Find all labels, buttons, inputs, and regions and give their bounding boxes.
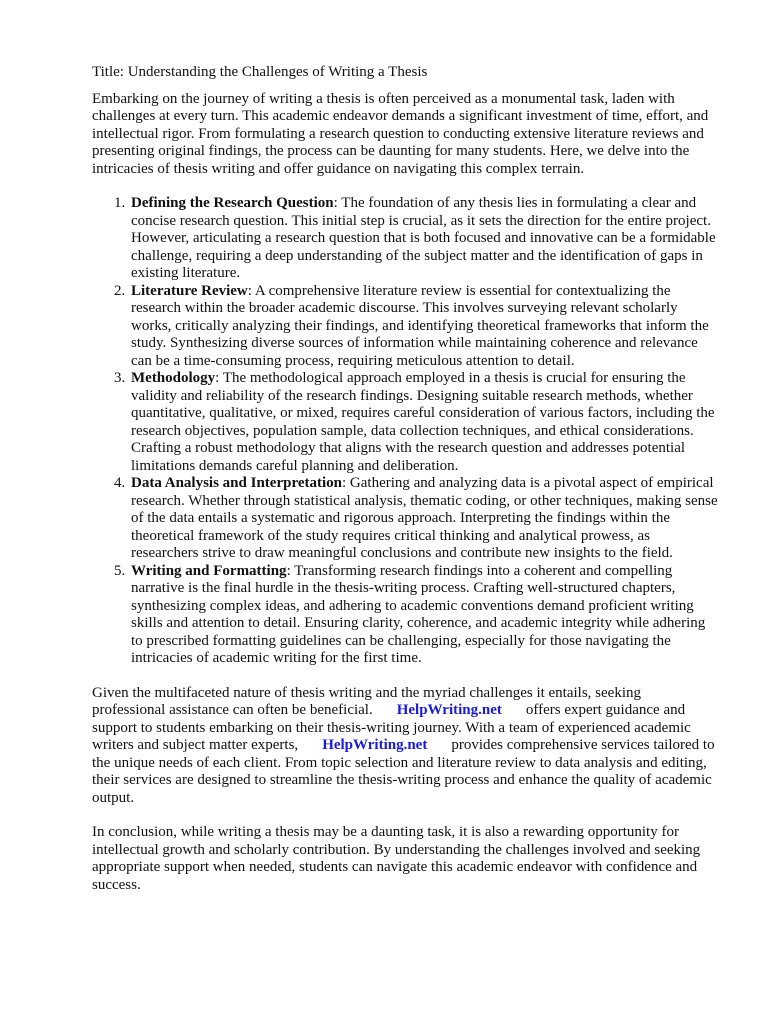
list-item-heading: Methodology <box>131 370 216 386</box>
challenges-list <box>92 195 718 668</box>
list-item-text: : The foundation of any thesis lies in formulating a clear and concise research question. This initial step is crucial, as it sets the direction for the entire project. However, articulating a research question that is both focused and innovative can be a formidable challenge, requiring a deep understanding of the subject matter and the identification of gaps in existing literature. <box>131 195 716 281</box>
assistance-text-2: offers expert guidance and support to students embarking on their thesis-writing journey. With a team of experienced academic writers and subject matter experts, <box>92 702 691 753</box>
helpwriting-link-1[interactable]: HelpWriting.net <box>396 702 502 718</box>
list-item <box>129 283 718 371</box>
list-item-text: : Transforming research findings into a coherent and compelling narrative is the final hurdle in the thesis-writing process. Crafting well-structured chapters, synthesizing complex ideas, and adhering to academic conventions demand proficient writing skills and attention to detail. Ensuring clarity, coherence, and academic integrity while adhering to prescribed formatting guidelines can be challenging, especially for those navigating the intricacies of academic writing for the first time. <box>131 562 706 666</box>
assistance-paragraph <box>92 685 718 808</box>
document-title: Title: Understanding the Challenges of Writing a Thesis <box>92 64 428 80</box>
list-item-heading: Writing and Formatting <box>131 562 287 579</box>
list-item <box>129 195 718 283</box>
conclusion-paragraph: In conclusion, while writing a thesis may be a daunting task, it is also a rewarding opportunity for intellectual growth and scholarly contribution. By understanding the challenges involved and seeking appropriate support when needed, students can navigate this academic endeavor with confidence and success. <box>92 824 701 893</box>
list-item-text: : A comprehensive literature review is essential for contextualizing the research within the broader academic discourse. This involves surveying relevant scholarly works, critically analyzing their findings, and identifying theoretical frameworks that inform the study. Synthesizing diverse sources of information while maintaining coherence and relevance can be a time-consuming process, requiring meticulous attention to detail. <box>131 282 709 369</box>
list-item <box>129 370 718 475</box>
intro-paragraph: Embarking on the journey of writing a thesis is often perceived as a monumental task, laden with challenges at every turn. This academic endeavor demands a significant investment of time, effort, and intellectual rigor. From formulating a research question to conducting extensive literature reviews and presenting original findings, the process can be daunting for many students. Here, we delve into the intricacies of thesis writing and offer guidance on navigating this complex terrain. <box>92 90 709 177</box>
list-item-heading: Data Analysis and Interpretation <box>131 475 342 491</box>
assistance-text-3: provides comprehensive services tailored to the unique needs of each client. From topic selection and literature review to data analysis and editing, their services are designed to streamline the thesis-writing process and enhance the quality of academic output. <box>92 737 715 806</box>
list-item <box>129 563 718 668</box>
list-item-text: : The methodological approach employed in a thesis is crucial for ensuring the validity and reliability of the research findings. Designing suitable research methods, whether quantitative, qualitative, or mixed, requires careful consideration of various factors, including the research objectives, population sample, data collection techniques, and ethical considerations. Crafting a robust methodology that aligns with the research question and addresses potential limitations demands careful planning and deliberation. <box>131 370 715 474</box>
list-item-heading: Defining the Research Question <box>131 195 334 211</box>
list-item-heading: Literature Review <box>131 282 248 299</box>
helpwriting-link-2[interactable]: HelpWriting.net <box>322 737 428 753</box>
list-item-text: : Gathering and analyzing data is a pivotal aspect of empirical research. Whether through statistical analysis, thematic coding, or other techniques, making sense of the data entails a systematic and rigorous approach. Interpreting the findings within the theoretical framework of the study requires critical thinking and analytical prowess, as researchers strive to draw meaningful conclusions and contribute new insights to the field. <box>131 475 718 561</box>
assistance-text-1: Given the multifaceted nature of thesis writing and the myriad challenges it entails, seeking professional assistance can often be beneficial. <box>92 684 642 718</box>
list-item <box>129 475 718 563</box>
